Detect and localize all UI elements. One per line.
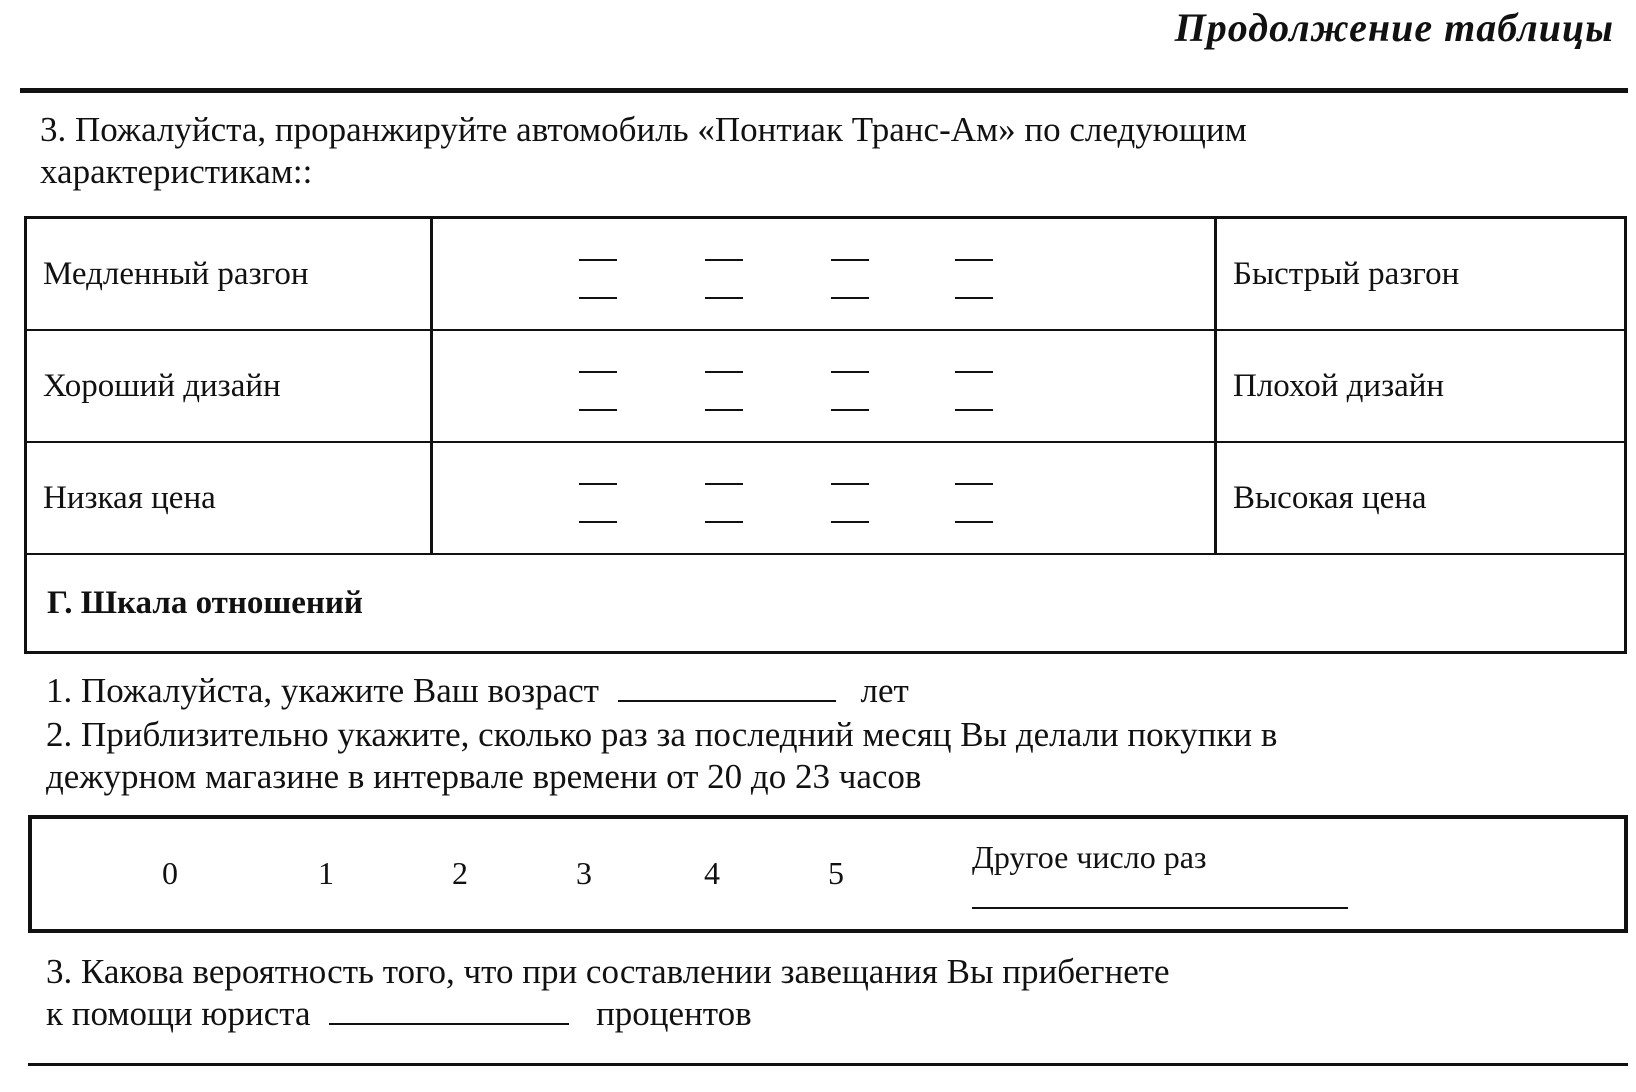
rating-slot[interactable] <box>831 521 869 523</box>
question-3b-line2-after: процентов <box>596 994 752 1033</box>
rating-slot[interactable] <box>831 371 869 373</box>
frequency-option[interactable]: 1 <box>318 855 334 891</box>
frequency-other-blank[interactable] <box>972 907 1348 909</box>
rating-slot[interactable] <box>579 409 617 411</box>
table-row <box>27 331 1624 443</box>
rating-slot[interactable] <box>955 521 993 523</box>
question-1-unit: лет <box>860 671 909 710</box>
table-row <box>27 443 1624 555</box>
question-3-line2: характеристикам:: <box>40 152 313 191</box>
rating-slot[interactable] <box>579 483 617 485</box>
ratio-question-1 <box>46 670 909 712</box>
rating-slot[interactable] <box>831 259 869 261</box>
rating-slot[interactable] <box>955 409 993 411</box>
bottom-rule <box>28 1063 1628 1066</box>
right-attribute: Быстрый разгон <box>1233 255 1460 292</box>
left-attribute: Хороший дизайн <box>27 331 433 441</box>
frequency-option[interactable]: 5 <box>828 855 844 891</box>
section-heading: Г. Шкала отношений <box>47 584 363 621</box>
table-row <box>27 219 1624 331</box>
rating-slot[interactable] <box>955 297 993 299</box>
rating-slot[interactable] <box>705 371 743 373</box>
ratio-question-2 <box>46 714 1277 798</box>
rating-slot[interactable] <box>705 483 743 485</box>
rating-scale <box>433 331 1217 441</box>
rating-slot[interactable] <box>705 297 743 299</box>
rating-slot[interactable] <box>955 371 993 373</box>
rating-slot[interactable] <box>831 297 869 299</box>
rating-slot[interactable] <box>955 259 993 261</box>
left-attribute: Медленный разгон <box>27 219 433 329</box>
lawyer-percent-blank[interactable] <box>329 993 569 1025</box>
question-2-line2: дежурном магазине в интервале времени от 20 до 23 часов <box>46 757 922 796</box>
frequency-options-box <box>28 815 1628 933</box>
rating-slot[interactable] <box>705 409 743 411</box>
continuation-caption: Продолжение таблицы <box>1174 5 1614 50</box>
question-2-line1: 2. Приблизительно укажите, сколько раз за последний месяц Вы делали покупки в <box>46 715 1278 754</box>
frequency-option[interactable]: 4 <box>704 855 720 891</box>
left-attribute: Низкая цена <box>27 443 433 553</box>
question-3b-line1: 3. Какова вероятность того, что при составлении завещания Вы прибегнете <box>46 952 1170 991</box>
rating-slot[interactable] <box>705 259 743 261</box>
frequency-option[interactable]: 0 <box>162 855 178 891</box>
rating-scale <box>433 443 1217 553</box>
rating-slot[interactable] <box>955 483 993 485</box>
rating-slot[interactable] <box>579 259 617 261</box>
semantic-differential-table <box>24 216 1627 654</box>
rating-scale <box>433 219 1217 329</box>
rating-slot[interactable] <box>579 521 617 523</box>
rating-slot[interactable] <box>705 521 743 523</box>
top-rule <box>20 88 1628 93</box>
frequency-option[interactable]: 2 <box>452 855 468 891</box>
question-3-text <box>40 109 1247 193</box>
frequency-other-label: Другое число раз <box>972 839 1207 875</box>
rating-slot[interactable] <box>579 297 617 299</box>
frequency-option[interactable]: 3 <box>576 855 592 891</box>
rating-slot[interactable] <box>831 409 869 411</box>
rating-slot[interactable] <box>579 371 617 373</box>
question-3b-line2-before: к помощи юриста <box>46 994 311 1033</box>
rating-slot[interactable] <box>831 483 869 485</box>
ratio-question-3 <box>46 951 1170 1035</box>
question-3-line1: 3. Пожалуйста, проранжируйте автомобиль «Понтиак Транс-Ам» по следующим <box>40 110 1247 149</box>
age-input-blank[interactable] <box>618 670 836 702</box>
question-1-text: 1. Пожалуйста, укажите Ваш возраст <box>46 671 599 710</box>
right-attribute: Высокая цена <box>1233 479 1427 516</box>
right-attribute: Плохой дизайн <box>1233 367 1445 404</box>
